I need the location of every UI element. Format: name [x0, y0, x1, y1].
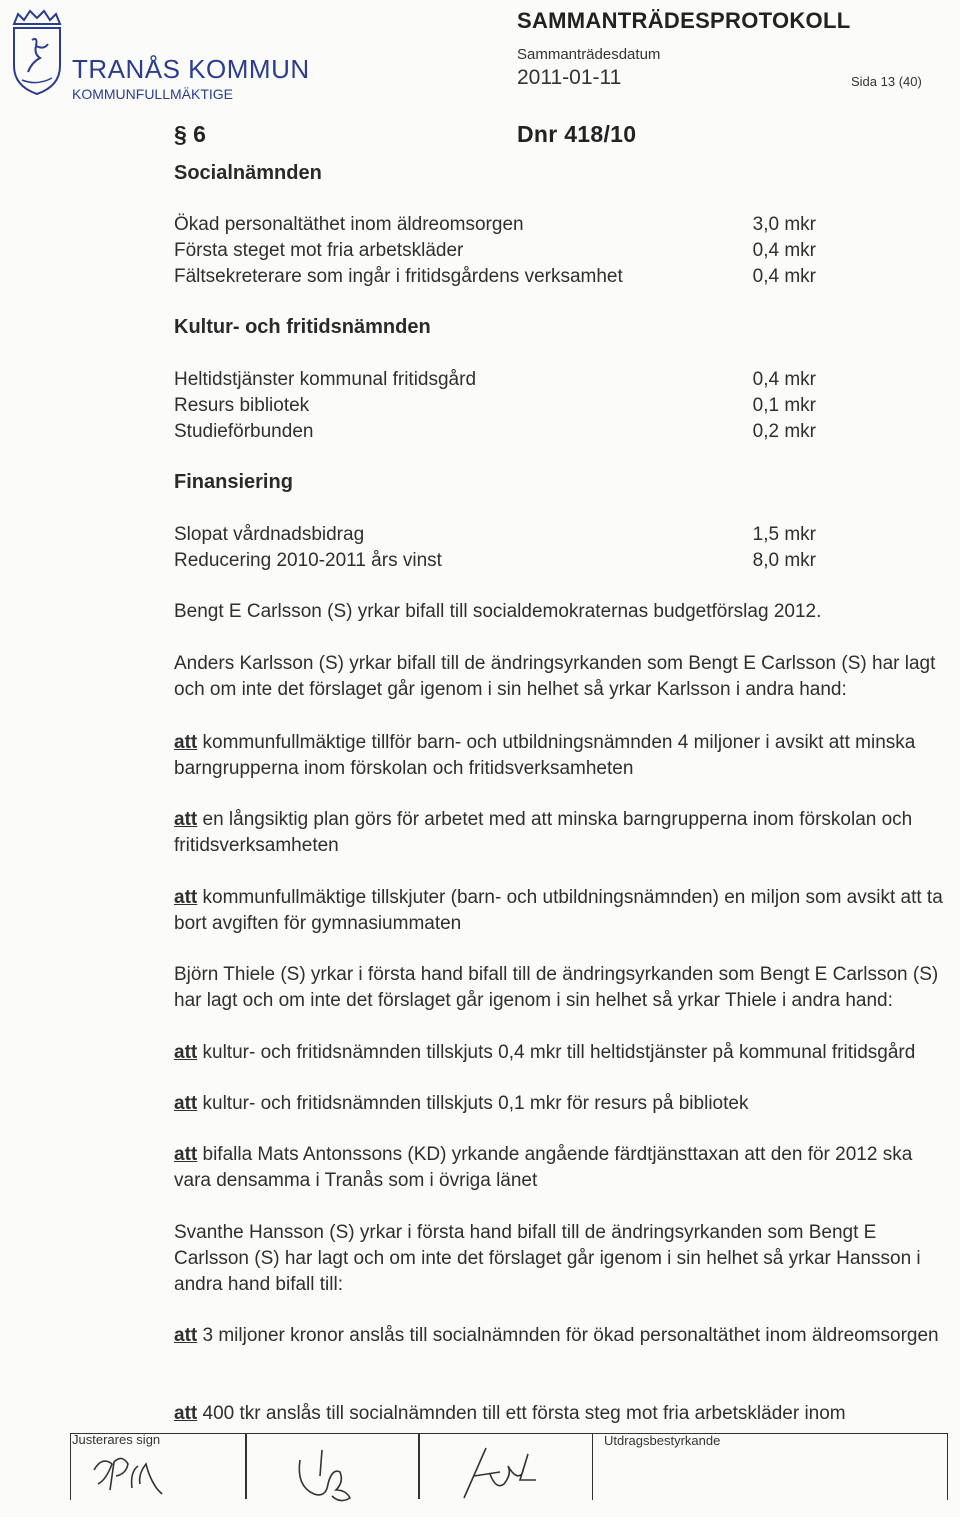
att-clause-line: bort avgiften för gymnasiummaten [174, 913, 462, 934]
org-name: TRANÅS KOMMUN [72, 54, 310, 84]
att-clause-line: vara densamma i Tranås som i övriga länet [174, 1170, 538, 1191]
att-clause-line: att 400 tkr anslås till socialnämnden till ett första steg mot fria arbetskläder inom [174, 1403, 846, 1424]
att-keyword: att [174, 887, 198, 908]
att-clause-line: barngrupperna inom förskolan och fritidsverksamheten [174, 758, 634, 779]
att-keyword: att [174, 1042, 198, 1063]
att-clause-line: att kommunfullmäktige tillför barn- och utbildningsnämnden 4 miljoner i avsikt att minska [174, 732, 916, 753]
document-title: SAMMANTRÄDESPROTOKOLL [517, 8, 851, 33]
att-clause-line: att bifalla Mats Antonssons (KD) yrkande angående färdtjänsttaxan att den för 2012 ska [174, 1144, 913, 1165]
meeting-date-value: 2011-01-11 [517, 66, 622, 89]
budget-item-label: Reducering 2010-2011 års vinst [174, 550, 442, 571]
org-subtitle: KOMMUNFULLMÄKTIGE [72, 86, 234, 102]
section-heading: Kultur- och fritidsnämnden [174, 316, 431, 338]
page-number: Sida 13 (40) [851, 74, 922, 89]
budget-item-label: Ökad personaltäthet inom äldreomsorgen [174, 214, 524, 235]
section-number: § 6 [174, 121, 206, 147]
municipal-seal-logo [8, 6, 66, 98]
motion-paragraph: Bengt E Carlsson (S) yrkar bifall till socialdemokraternas budgetförslag 2012. [174, 601, 822, 622]
signature-initials-3 [456, 1444, 546, 1504]
budget-item-amount: 0,4 mkr [752, 266, 816, 287]
motion-paragraph-line: andra hand bifall till: [174, 1274, 343, 1295]
diary-number: Dnr 418/10 [517, 121, 637, 147]
signature-divider [245, 1433, 247, 1499]
section-heading: Finansiering [174, 471, 293, 493]
motion-paragraph-line: Carlsson (S) har lagt och om inte det förslaget går igenom i sin helhet så yrkar Hansson i [174, 1248, 921, 1269]
att-keyword: att [174, 809, 198, 830]
att-clause-line: att kommunfullmäktige tillskjuter (barn- och utbildningsnämnden) en miljon som avsikt att ta [174, 887, 943, 908]
section-heading: Socialnämnden [174, 162, 322, 184]
budget-item-amount: 0,2 mkr [752, 421, 816, 442]
motion-paragraph-line: Anders Karlsson (S) yrkar bifall till de ändringsyrkanden som Bengt E Carlsson (S) har lagt [174, 653, 936, 674]
certification-label: Utdragsbestyrkande [604, 1433, 721, 1448]
motion-paragraph-line: Svanthe Hansson (S) yrkar i första hand bifall till de ändringsyrkanden som Bengt E [174, 1222, 877, 1243]
att-clause-line: att 3 miljoner kronor anslås till socialnämnden för ökad personaltäthet inom äldreomsorgen [174, 1325, 939, 1346]
budget-item-label: Resurs bibliotek [174, 395, 310, 416]
att-clause-line: fritidsverksamheten [174, 835, 339, 856]
att-clause-line: att en långsiktig plan görs för arbetet med att minska barngrupperna inom förskolan och [174, 809, 913, 830]
motion-paragraph-line: Björn Thiele (S) yrkar i första hand bifall till de ändringsyrkanden som Bengt E Carlsson (S) [174, 964, 939, 985]
motion-paragraph-line: och om inte det förslaget går igenom i sin helhet så yrkar Karlsson i andra hand: [174, 679, 847, 700]
att-keyword: att [174, 1403, 198, 1424]
att-clause-line: att kultur- och fritidsnämnden tillskjuts 0,1 mkr för resurs på bibliotek [174, 1093, 749, 1114]
budget-item-amount: 3,0 mkr [752, 214, 816, 235]
att-keyword: att [174, 1144, 198, 1165]
budget-item-label: Slopat vårdnadsbidrag [174, 524, 365, 545]
budget-item-amount: 0,4 mkr [752, 369, 816, 390]
signature-initials-1 [88, 1450, 188, 1506]
att-keyword: att [174, 732, 198, 753]
budget-item-label: Fältsekreterare som ingår i fritidsgårdens verksamhet [174, 266, 623, 287]
budget-item-amount: 0,4 mkr [752, 240, 816, 261]
meeting-date-label: Sammanträdesdatum [517, 46, 661, 63]
att-clause-line: att kultur- och fritidsnämnden tillskjuts 0,4 mkr till heltidstjänster på kommunal fritidsgård [174, 1042, 916, 1063]
signature-label: Justerares sign [72, 1432, 161, 1447]
motion-paragraph-line: har lagt och om inte det förslaget går igenom i sin helhet så yrkar Thiele i andra hand: [174, 990, 893, 1011]
att-keyword: att [174, 1325, 198, 1346]
signature-divider [418, 1433, 420, 1499]
budget-item-amount: 8,0 mkr [752, 550, 816, 571]
budget-item-amount: 0,1 mkr [752, 395, 816, 416]
budget-item-label: Studieförbunden [174, 421, 314, 442]
signature-initials-2 [292, 1446, 362, 1506]
budget-item-label: Första steget mot fria arbetskläder [174, 240, 464, 261]
att-keyword: att [174, 1093, 198, 1114]
budget-item-label: Heltidstjänster kommunal fritidsgård [174, 369, 477, 390]
budget-item-amount: 1,5 mkr [752, 524, 816, 545]
